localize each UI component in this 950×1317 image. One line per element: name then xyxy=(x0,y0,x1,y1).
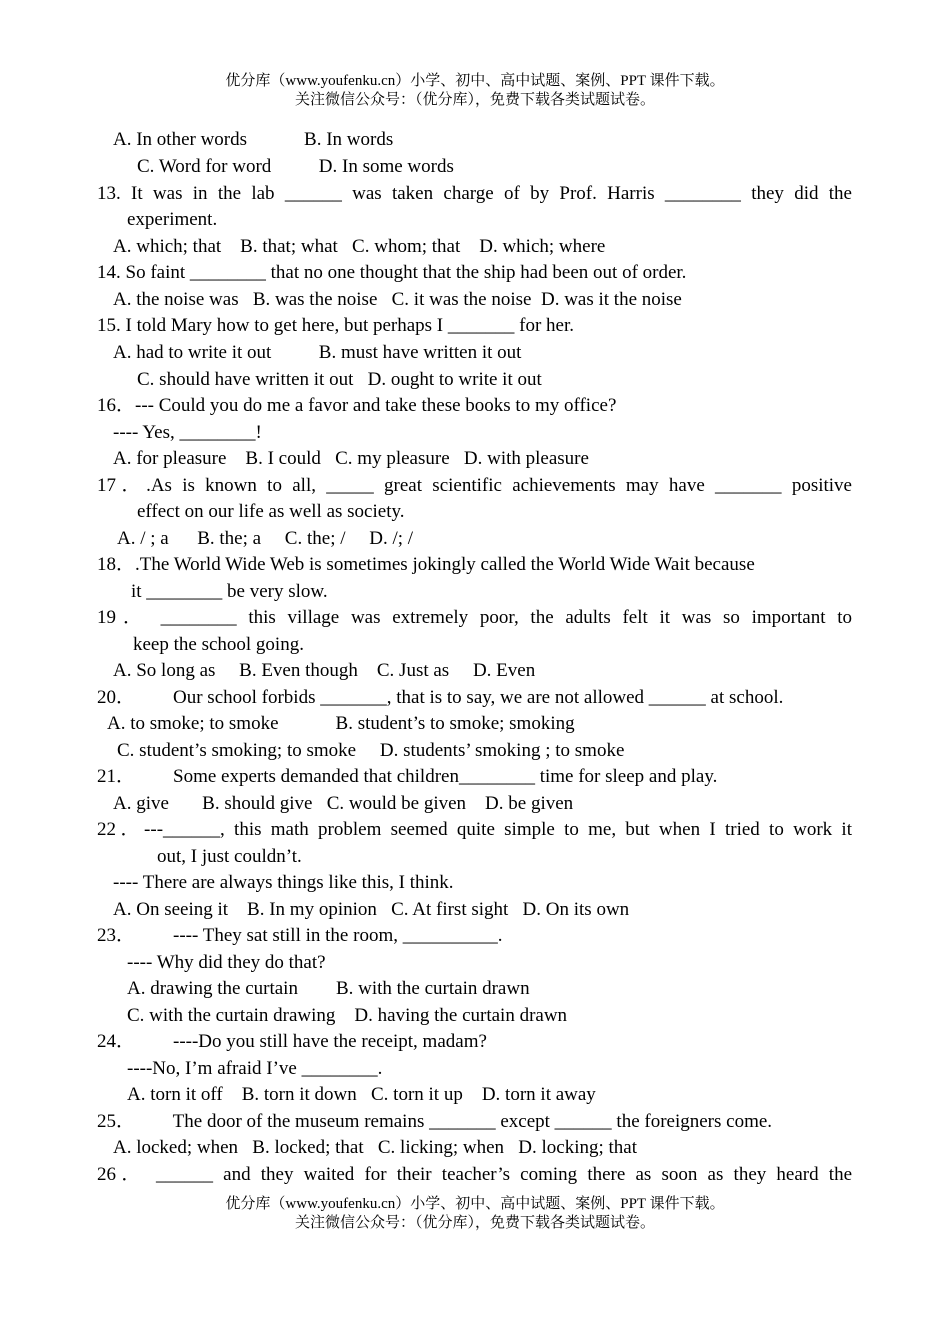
line: A. for pleasure B. I could C. my pleasure D. with pleasure xyxy=(113,448,589,469)
question-21: 21． Some experts demanded that children________ time for sleep and play. xyxy=(97,766,718,787)
line: A. On seeing it B. In my opinion C. At first sight D. On its own xyxy=(113,899,630,920)
line: A. drawing the curtain B. with the curtain drawn xyxy=(127,978,530,999)
question-22: 22．---______, this math problem seemed quite simple to me, but when I tried to work it xyxy=(97,819,852,840)
question-24: 24． ----Do you still have the receipt, madam? xyxy=(97,1031,487,1052)
question-26: 26． ______ and they waited for their teacher’s coming there as soon as they heard the xyxy=(97,1164,852,1185)
line: A. In other words B. In words xyxy=(113,129,394,150)
line: effect on our life as well as society. xyxy=(137,501,405,522)
question-19: 19． ________ this village was extremely poor, the adults felt it was so important to xyxy=(97,607,852,628)
line: ---- Yes, ________! xyxy=(113,422,262,443)
line: A. give B. should give C. would be given D. be given xyxy=(113,793,574,814)
line: ---- There are always things like this, I think. xyxy=(113,872,454,893)
line: A. had to write it out B. must have written it out xyxy=(113,342,522,363)
question-25: 25． The door of the museum remains _______ except ______ the foreigners come. xyxy=(97,1111,773,1132)
question-23: 23． ---- They sat still in the room, __________. xyxy=(97,925,503,946)
question-20: 20． Our school forbids _______, that is to say, we are not allowed ______ at school. xyxy=(97,687,784,708)
line: A. which; that B. that; what C. whom; that D. which; where xyxy=(113,236,606,257)
line: C. should have written it out D. ought to write it out xyxy=(137,369,542,390)
line: A. to smoke; to smoke B. student’s to smoke; smoking xyxy=(107,713,575,734)
line: A. locked; when B. locked; that C. licking; when D. locking; that xyxy=(113,1137,637,1158)
question-16: 16．--- Could you do me a favor and take these books to my office? xyxy=(97,395,617,416)
question-17: 17．.As is known to all, _____ great scientific achievements may have _______ positive xyxy=(97,475,852,496)
line: ----No, I’m afraid I’ve ________. xyxy=(127,1058,383,1079)
line: A. So long as B. Even though C. Just as D. Even xyxy=(113,660,536,681)
page-footer-line-1: 优分库（www.youfenku.cn）小学、初中、高中试题、案例、PPT 课件下载。 xyxy=(225,1196,725,1212)
line: A. / ; a B. the; a C. the; / D. /; / xyxy=(117,528,414,549)
line: it ________ be very slow. xyxy=(131,581,328,602)
line: A. the noise was B. was the noise C. it was the noise D. was it the noise xyxy=(113,289,682,310)
line: out, I just couldn’t. xyxy=(157,846,302,867)
line: C. with the curtain drawing D. having the curtain drawn xyxy=(127,1005,568,1026)
question-15: 15. I told Mary how to get here, but perhaps I _______ for her. xyxy=(97,315,575,336)
line: ---- Why did they do that? xyxy=(127,952,326,973)
question-13: 13. It was in the lab ______ was taken charge of by Prof. Harris ________ they did the xyxy=(97,183,852,204)
line: keep the school going. xyxy=(133,634,304,655)
line: A. torn it off B. torn it down C. torn it up D. torn it away xyxy=(127,1084,596,1105)
question-18: 18．.The World Wide Web is sometimes jokingly called the World Wide Wait because xyxy=(97,554,755,575)
line: C. student’s smoking; to smoke D. students’ smoking ; to smoke xyxy=(117,740,625,761)
line: C. Word for word D. In some words xyxy=(137,156,454,177)
page-header-line-1: 优分库（www.youfenku.cn）小学、初中、高中试题、案例、PPT 课件下载。 xyxy=(225,73,725,89)
page-header-line-2: 关注微信公众号：（优分库），免费下载各类试题试卷。 xyxy=(294,92,655,108)
page-footer-line-2: 关注微信公众号：（优分库），免费下载各类试题试卷。 xyxy=(294,1215,655,1231)
line: experiment. xyxy=(127,209,218,230)
question-14: 14. So faint ________ that no one thought that the ship had been out of order. xyxy=(97,262,687,283)
